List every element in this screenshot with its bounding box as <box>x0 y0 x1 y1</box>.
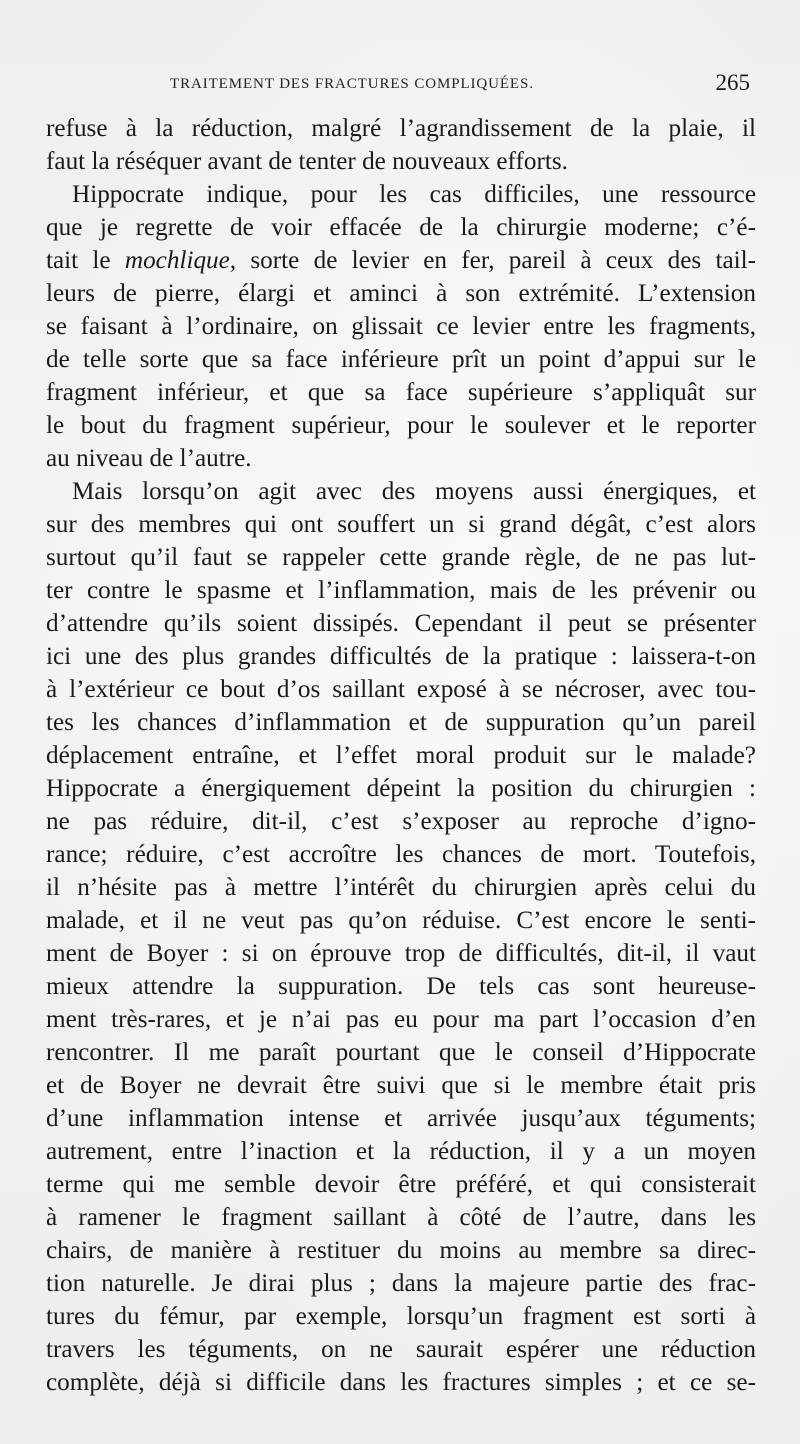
text-line-with-term <box>46 244 756 277</box>
text-line: se faisant à l’ordinaire, on glissait ce levier entre les fragments, <box>46 313 756 340</box>
text-line: Hippocrate a énergiquement dépeint la position du chirurgien : <box>46 775 756 802</box>
text-line: mieux attendre la suppuration. De tels cas sont heureuse- <box>46 973 756 1000</box>
page-number: 265 <box>715 70 750 95</box>
paragraph-start-line: Mais lorsqu’on agit avec des moyens aussi énergiques, et <box>72 478 756 505</box>
text-line: fragment inférieur, et que sa face supérieure s’appliquât sur <box>46 379 756 406</box>
text-fragment: sorte de levier en fer, pareil à ceux des tail- <box>250 247 756 274</box>
text-line: refuse à la réduction, malgré l’agrandissement de la plaie, il <box>46 115 756 142</box>
text-line: d’attendre qu’ils soient dissipés. Cependant il peut se présenter <box>46 610 756 637</box>
page-header <box>40 70 760 106</box>
text-line: ment très-rares, et je n’ai pas eu pour ma part l’occasion d’en <box>46 1006 756 1033</box>
text-line: ter contre le spasme et l’inflammation, mais de les prévenir ou <box>46 577 756 604</box>
text-line: rencontrer. Il me paraît pourtant que le conseil d’Hippocrate <box>46 1039 756 1066</box>
text-line: autrement, entre l’inaction et la réduction, il y a un moyen <box>46 1138 756 1165</box>
text-line: ici une des plus grandes difficultés de la pratique : laissera-t-on <box>46 643 756 670</box>
text-line: terme qui me semble devoir être préféré, et qui consisterait <box>46 1171 756 1198</box>
text-line: d’une inflammation intense et arrivée jusqu’aux téguments; <box>46 1105 756 1132</box>
text-line: à l’extérieur ce bout d’os saillant exposé à se nécroser, avec tou- <box>46 676 756 703</box>
text-line: sur des membres qui ont souffert un si grand dégât, c’est alors <box>46 511 756 538</box>
text-line: malade, et il ne veut pas qu’on réduise. C’est encore le senti- <box>46 907 756 934</box>
text-line: chairs, de manière à restituer du moins au membre sa direc- <box>46 1237 756 1264</box>
text-line: faut la réséquer avant de tenter de nouveaux efforts. <box>46 148 568 175</box>
text-line: le bout du fragment supérieur, pour le soulever et le reporter <box>46 412 756 439</box>
text-line: complète, déjà si difficile dans les fractures simples ; et ce se- <box>46 1369 756 1396</box>
text-line: surtout qu’il faut se rappeler cette grande règle, de ne pas lut- <box>46 544 756 571</box>
text-line: ment de Boyer : si on éprouve trop de difficultés, dit-il, il vaut <box>46 940 756 967</box>
text-line: tes les chances d’inflammation et de suppuration qu’un pareil <box>46 709 756 736</box>
text-line: il n’hésite pas à mettre l’intérêt du chirurgien après celui du <box>46 874 756 901</box>
text-line: que je regrette de voir effacée de la chirurgie moderne; c’é- <box>46 214 756 241</box>
text-line: et de Boyer ne devrait être suivi que si le membre était pris <box>46 1072 756 1099</box>
text-line: tion naturelle. Je dirai plus ; dans la majeure partie des frac- <box>46 1270 756 1297</box>
text-line: travers les téguments, on ne saurait espérer une réduction <box>46 1336 756 1363</box>
text-line: déplacement entraîne, et l’effet moral produit sur le malade? <box>46 742 756 769</box>
paragraph-start-line: Hippocrate indique, pour les cas difficiles, une ressource <box>72 181 756 208</box>
text-line: rance; réduire, c’est accroître les chances de mort. Toutefois, <box>46 841 756 868</box>
body-text <box>46 112 756 1399</box>
running-title: TRAITEMENT DES FRACTURES COMPLIQUÉES. <box>170 76 534 92</box>
text-line: à ramener le fragment saillant à côté de l’autre, dans les <box>46 1204 756 1231</box>
text-line: tures du fémur, par exemple, lorsqu’un fragment est sorti à <box>46 1303 756 1330</box>
text-line: au niveau de l’autre. <box>46 445 252 472</box>
italic-term: mochlique, <box>124 247 237 274</box>
text-line: ne pas réduire, dit-il, c’est s’exposer au reproche d’igno- <box>46 808 756 835</box>
text-fragment: tait le <box>46 247 111 274</box>
text-line: de telle sorte que sa face inférieure prît un point d’appui sur le <box>46 346 756 373</box>
text-line: leurs de pierre, élargi et aminci à son extrémité. L’extension <box>46 280 756 307</box>
